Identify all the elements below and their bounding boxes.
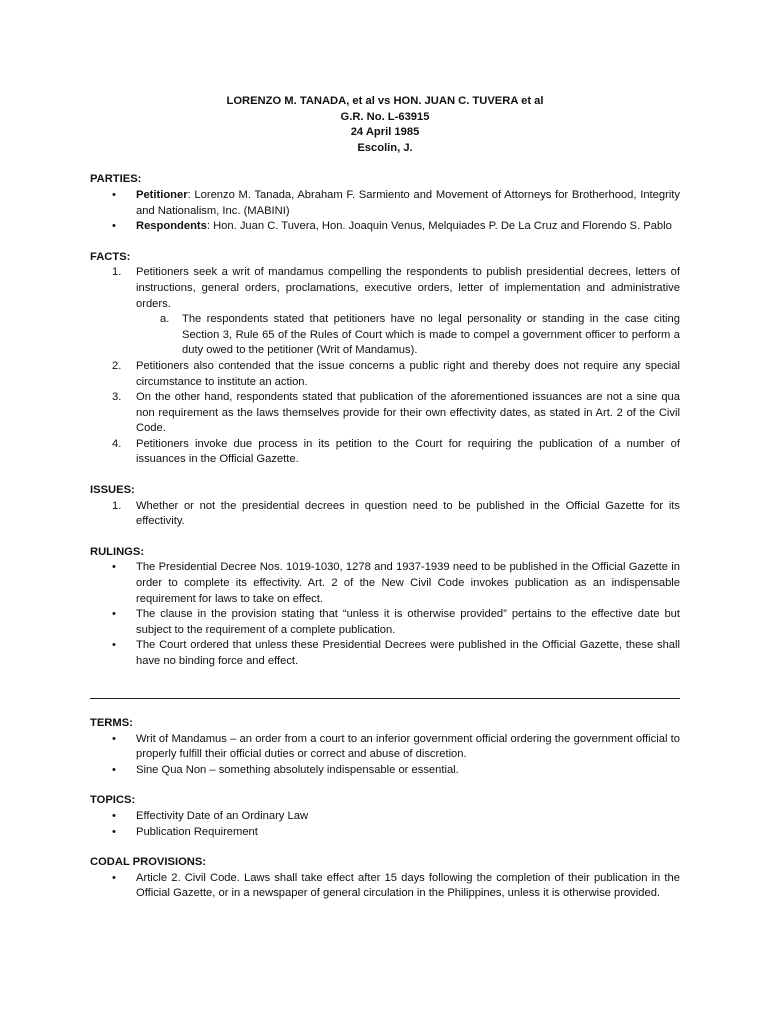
terms-heading: TERMS:	[90, 717, 133, 729]
bullet-marker: •	[112, 188, 116, 201]
topics-heading: TOPICS:	[90, 794, 136, 807]
term-text: Writ of Mandamus – an order from a court to an inferior government official ordering the government official to properly fulfill their official duties or correct and abuse of discretion.	[136, 732, 680, 761]
list-item	[90, 312, 680, 359]
list-item	[90, 638, 680, 669]
issues-heading: ISSUES:	[90, 484, 135, 497]
section-divider	[90, 698, 680, 699]
topic-text: Effectivity Date of an Ordinary Law	[136, 809, 309, 822]
ruling-text: The Court ordered that unless these Presidential Decrees were published in the Official Gazette, these shall have no binding force and effect.	[136, 639, 680, 667]
list-item	[90, 359, 680, 390]
rulings-heading: RULINGS:	[90, 545, 145, 558]
bullet-marker: •	[112, 871, 116, 884]
codal-text: Article 2. Civil Code. Laws shall take effect after 15 days following the completion of their publication in the Official Gazette, or in a newspaper of general circulation in the Philippines, unless it is otherwise provided.	[136, 871, 680, 900]
facts-section	[90, 250, 680, 468]
codal-section	[90, 855, 680, 902]
bullet-marker: •	[112, 639, 116, 652]
list-item	[90, 809, 680, 825]
list-item	[90, 499, 680, 530]
case-date: 24 April 1985	[350, 126, 420, 139]
list-item	[90, 219, 680, 235]
list-item	[90, 763, 680, 779]
fact-text: Petitioners invoke due process in its petition to the Court for requiring the publication of a number of issuances in the Official Gazette.	[136, 437, 680, 466]
list-item	[90, 607, 680, 638]
petitioner-label: Petitioner	[136, 188, 188, 201]
case-header	[90, 94, 680, 156]
respondents-text: : Hon. Juan C. Tuvera, Hon. Joaquin Venus, Melquiades P. De La Cruz and Florendo S. Pablo	[206, 220, 672, 233]
case-number: G.R. No. L-63915	[340, 110, 430, 123]
respondents-label: Respondents	[136, 220, 207, 233]
fact-text: Petitioners also contended that the issue concerns a public right and thereby does not require any special circumstance to institute an action.	[136, 359, 680, 388]
bullet-marker: •	[112, 220, 116, 233]
fact-text: On the other hand, respondents stated that publication of the aforementioned issuances are not a sine qua non requirement as the laws themselves provide for their own effectivity dates, as stated in Art. 2 of the Civil Code.	[136, 391, 680, 435]
term-text: Sine Qua Non – something absolutely indispensable or essential.	[136, 763, 459, 776]
bullet-marker: •	[112, 825, 116, 838]
number-marker: 1.	[112, 499, 122, 512]
codal-list	[90, 871, 680, 902]
list-item	[90, 437, 680, 468]
list-item	[90, 560, 680, 607]
parties-heading: PARTIES:	[90, 173, 142, 186]
rulings-list	[90, 560, 680, 669]
ruling-text: The Presidential Decree Nos. 1019-1030, 1278 and 1937-1939 need to be published in the Official Gazette in order to complete its effectivity. Art. 2 of the New Civil Code invokes publication as an indispensable requirement for laws to take on effect.	[136, 561, 680, 605]
number-marker: 2.	[112, 359, 122, 372]
list-item	[90, 265, 680, 312]
document-body-lower	[90, 716, 680, 917]
topics-list	[90, 809, 680, 840]
list-item	[90, 871, 680, 902]
facts-heading: FACTS:	[90, 250, 131, 263]
parties-section	[90, 172, 680, 234]
bullet-marker: •	[112, 608, 116, 621]
issues-list	[90, 499, 680, 530]
bullet-marker: •	[112, 809, 116, 822]
list-item	[90, 825, 680, 841]
fact-text: Petitioners seek a writ of mandamus compelling the respondents to publish presidential decrees, letters of instructions, general orders, proclamations, executive orders, letter of implementation and administrative orders.	[136, 266, 680, 310]
issue-text: Whether or not the presidential decrees in question need to be published in the Official Gazette for its effectivity.	[136, 499, 680, 528]
number-marker: 4.	[112, 437, 122, 450]
fact-sub-text: The respondents stated that petitioners have no legal personality or standing in the case citing Section 3, Rule 65 of the Rules of Court which is made to compel a government officer to perform a duty owed to the petitioner (Writ of Mandamus).	[182, 313, 680, 357]
ruling-text: The clause in the provision stating that “unless it is otherwise provided” pertains to the effective date but subject to the requirement of a complete publication.	[136, 608, 680, 636]
number-marker: 1.	[112, 266, 122, 279]
bullet-marker: •	[112, 732, 116, 745]
case-ponente: Escolin, J.	[357, 141, 413, 154]
petitioner-text: : Lorenzo M. Tanada, Abraham F. Sarmiento and Movement of Attorneys for Brotherhood, Integrity and Nationalism, Inc. (MABINI)	[136, 188, 680, 217]
topic-text: Publication Requirement	[136, 825, 258, 838]
codal-heading: CODAL PROVISIONS:	[90, 856, 207, 869]
terms-list	[90, 732, 680, 779]
topics-section	[90, 793, 680, 840]
list-item	[90, 390, 680, 437]
letter-marker: a.	[160, 313, 170, 326]
bullet-marker: •	[112, 561, 116, 574]
issues-section	[90, 483, 680, 530]
parties-list	[90, 188, 680, 235]
bullet-marker: •	[112, 763, 116, 776]
facts-list	[90, 265, 680, 468]
rulings-section	[90, 545, 680, 670]
case-title: LORENZO M. TANADA, et al vs HON. JUAN C. TUVERA et al	[226, 95, 544, 107]
number-marker: 3.	[112, 391, 122, 404]
list-item	[90, 732, 680, 763]
list-item	[90, 188, 680, 219]
terms-section	[90, 716, 680, 778]
document-body-upper	[90, 94, 680, 685]
